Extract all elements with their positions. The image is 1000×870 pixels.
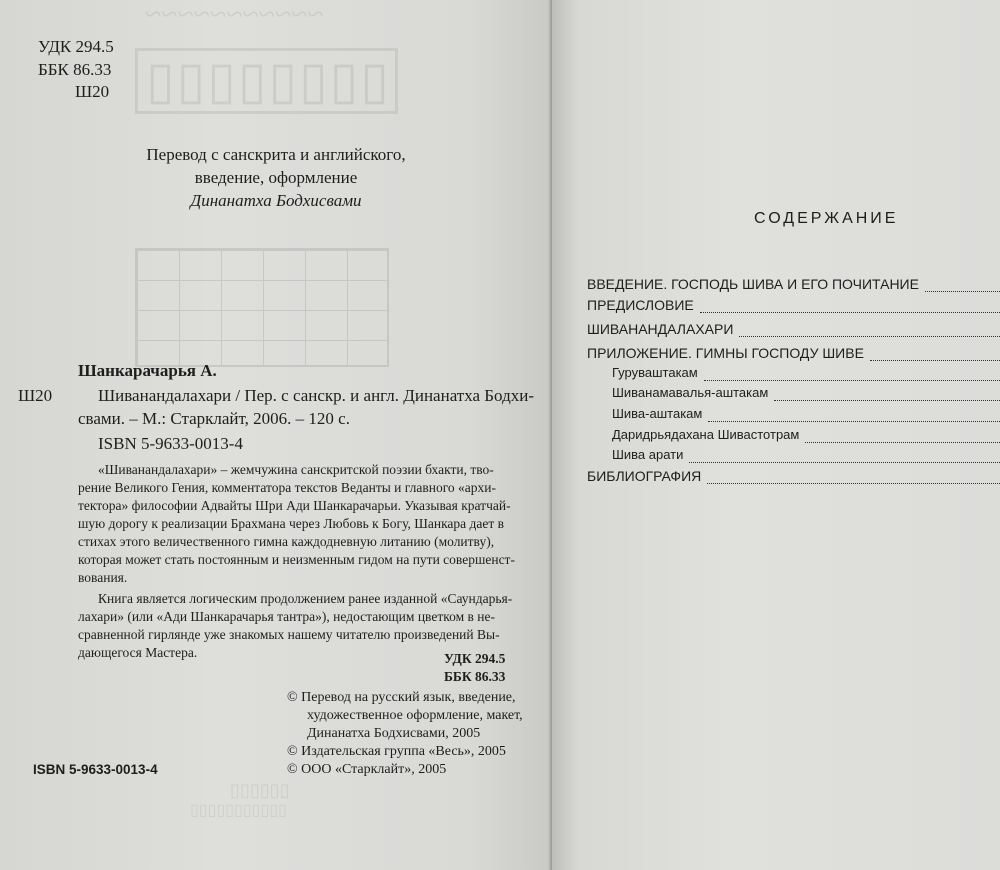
translation-credit-2: введение, оформление xyxy=(194,168,358,187)
ornament-grid-bleed xyxy=(135,248,389,367)
translation-credit-1: Перевод с санскрита и английского, xyxy=(146,145,406,164)
toc-subitem xyxy=(612,365,1000,385)
udk-bottom: УДК 294.5 xyxy=(444,651,506,666)
toc-item-label: ПРИЛОЖЕНИЕ. ГИМНЫ ГОСПОДУ ШИВЕ xyxy=(587,345,864,361)
bleed-through-imprint: ▯▯▯▯▯▯▯▯▯▯▯ xyxy=(190,802,287,819)
annotation-line: шую дорогу к реализации Брахмана через Любовь к Богу, Шанкара дает в xyxy=(78,516,505,531)
annotation-line: лахари» (или «Ади Шанкарачарья тантра»), недостающим цветком в не- xyxy=(78,609,495,624)
bleed-through-imprint: ▯▯▯▯▯▯ xyxy=(230,780,290,800)
author-code: Ш20 xyxy=(75,82,110,101)
toc-item-label: Шива арати xyxy=(612,447,684,462)
toc-item-label: ШИВАНАНДАЛАХАРИ xyxy=(587,321,734,337)
toc-dotted-leader xyxy=(739,336,1000,337)
copyright-line: © ООО «Старклайт», 2005 xyxy=(287,762,447,777)
toc-dotted-leader xyxy=(805,442,1000,443)
author-heading: Шанкарачарья А. xyxy=(78,361,217,380)
annotation-line: которая может стать постоянным и неизменным гидом на пути совершенст- xyxy=(78,552,515,567)
annotation-line: сравненной гирлянде уже знакомых нашему читателю произведений Вы- xyxy=(78,627,500,642)
toc-subitem xyxy=(612,406,1000,426)
annotation-line: дающегося Мастера. xyxy=(78,645,198,660)
annotation-line: стихах этого величественного гимна каждодневную литанию (молитву), xyxy=(78,534,495,549)
toc-item-label: ВВЕДЕНИЕ. ГОСПОДЬ ШИВА И ЕГО ПОЧИТАНИЕ xyxy=(587,276,919,292)
toc-dotted-leader xyxy=(707,483,1000,484)
bbk-bottom: ББК 86.33 xyxy=(444,669,506,684)
toc-item xyxy=(587,345,1000,365)
toc-subitem xyxy=(612,447,1000,467)
bib-entry-line-2: свами. – М.: Старклайт, 2006. – 120 с. xyxy=(78,409,350,428)
bleed-through-text: ~~~~~~~~~~~ xyxy=(145,0,324,31)
toc-title: СОДЕРЖАНИЕ xyxy=(754,210,899,227)
annotation-line: «Шиванандалахари» – жемчужина санскритской поэзии бхакти, тво- xyxy=(98,462,494,477)
toc-dotted-leader xyxy=(774,400,1000,401)
toc-dotted-leader xyxy=(925,291,1000,292)
copyright-line: © Перевод на русский язык, введение, xyxy=(287,690,516,705)
copyright-line: художественное оформление, макет, xyxy=(307,708,523,723)
bleed-through-title: ▯▯▯▯▯▯▯▯ xyxy=(135,48,398,114)
toc-dotted-leader xyxy=(708,421,1000,422)
toc-item xyxy=(587,297,1000,317)
annotation-line: тектора» философии Адвайты Шри Ади Шанкарачарьи. Указывая кратчай- xyxy=(78,498,511,513)
toc-item-label: Гуруваштакам xyxy=(612,365,698,380)
annotation-line: рение Великого Гения, комментатора текстов Веданты и главного «архи- xyxy=(78,480,496,495)
isbn-line: ISBN 5-9633-0013-4 xyxy=(98,434,243,453)
copyright-line: © Издательская группа «Весь», 2005 xyxy=(287,744,506,759)
bbk-code: ББК 86.33 xyxy=(38,60,112,79)
toc-dotted-leader xyxy=(704,380,1000,381)
toc-dotted-leader xyxy=(700,312,1000,313)
translator-name: Динанатха Бодхисвами xyxy=(190,191,362,210)
toc-dotted-leader xyxy=(689,462,1000,463)
toc-item-label: БИБЛИОГРАФИЯ xyxy=(587,468,702,484)
annotation-line: вования. xyxy=(78,570,128,585)
udk-code: УДК 294.5 xyxy=(38,37,114,56)
toc-item xyxy=(587,321,1000,341)
annotation-line: Книга является логическим продолжением ранее изданной «Саундарья- xyxy=(98,591,513,606)
margin-code: Ш20 xyxy=(18,386,53,405)
toc-item xyxy=(587,468,1000,488)
toc-subitem xyxy=(612,385,1000,405)
bib-entry-line-1: Шиванандалахари / Пер. с санскр. и англ. Динанатха Бодхи- xyxy=(98,386,534,405)
toc-item-label: Шиванамавалья-аштакам xyxy=(612,385,769,400)
toc-dotted-leader xyxy=(870,360,1000,361)
toc-subitem xyxy=(612,427,1000,447)
toc-item-label: ПРЕДИСЛОВИЕ xyxy=(587,297,694,313)
toc-item-label: Шива-аштакам xyxy=(612,406,703,421)
isbn-bottom: ISBN 5-9633-0013-4 xyxy=(33,762,158,777)
toc-item xyxy=(587,276,1000,296)
toc-item-label: Даридрьядахана Шивастотрам xyxy=(612,427,800,442)
copyright-line: Динанатха Бодхисвами, 2005 xyxy=(307,726,481,741)
